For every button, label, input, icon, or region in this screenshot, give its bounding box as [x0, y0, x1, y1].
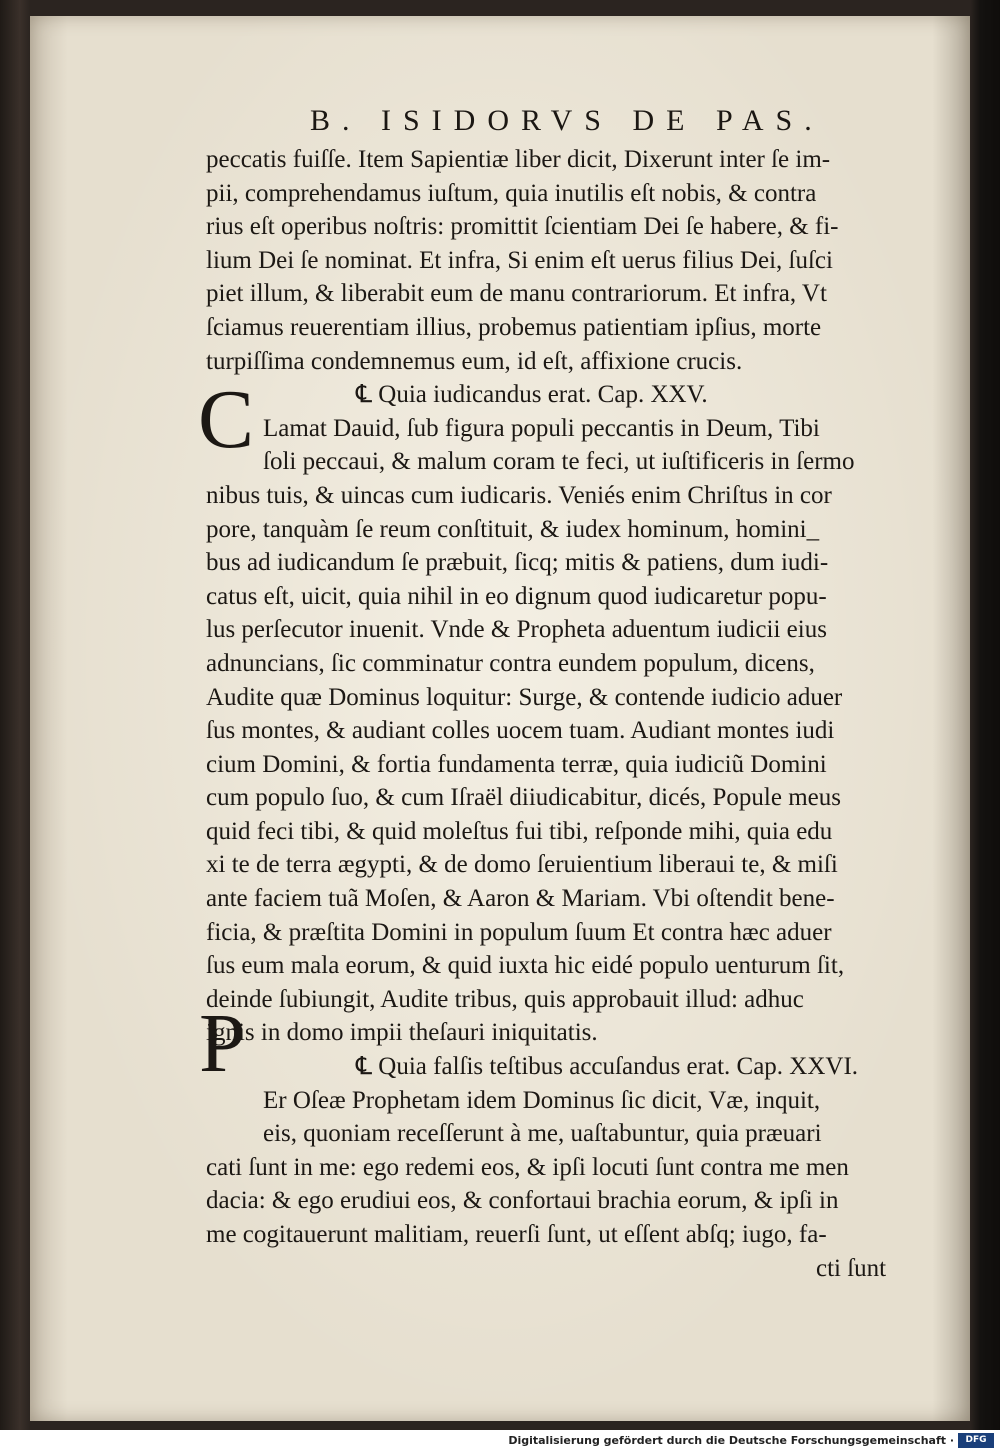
text-line: rius eſt operibus noſtris: promittit ſcientiam Dei ſe habere, & fi-: [206, 213, 839, 241]
text-line: bus ad iudicandum ſe præbuit, ſicq; mitis & patiens, dum iudi-: [206, 549, 829, 577]
text-line: ſus eum mala eorum, & quid iuxta hic eidé populo uenturum ſit,: [206, 952, 845, 980]
text-line: nibus tuis, & uincas cum iudicaris. Veniés enim Chriſtus in cor: [206, 481, 832, 509]
text-line: peccatis fuiſſe. Item Sapientiæ liber dicit, Dixerunt inter ſe im-: [206, 146, 831, 173]
footer-credit-text: Digitalisierung gefördert durch die Deutsche Forschungsgemeinschaft ·: [508, 1434, 954, 1447]
text-line: me cogitauerunt malitiam, reuerſi ſunt, ut eſſent abſq; iugo, fa-: [206, 1221, 827, 1248]
text-line: piet illum, & liberabit eum de manu contrariorum. Et infra, Vt: [206, 280, 827, 308]
text-line: ſoli peccaui, & malum coram te feci, ut iuſtificeris in ſermo: [263, 448, 855, 476]
text-line: cati ſunt in me: ego redemi eos, & ipſi locuti ſunt contra me men: [206, 1153, 849, 1181]
digitization-footer: [0, 1430, 1000, 1452]
text-line: eis, quoniam receſſerunt à me, uaſtabuntur, quia præuari: [263, 1120, 822, 1148]
text-line: ante faciem tuã Moſen, & Aaron & Mariam. Vbi oſtendit bene-: [206, 885, 835, 913]
text-line: ficia, & præſtita Domini in populum ſuum Et contra hæc aduer: [206, 918, 832, 946]
text-line: lus perſecutor inuenit. Vnde & Propheta aduentum iudicii eius: [206, 616, 827, 644]
drop-capital-p: P: [199, 997, 246, 1090]
text-line: lium Dei ſe nominat. Et infra, Si enim eſt uerus filius Dei, ſuſci: [206, 246, 833, 274]
chapter-heading-25: ℄ Quia iudicandus erat. Cap. XXV.: [356, 381, 708, 409]
running-head: B. ISIDORVS DE PAS.: [310, 104, 824, 137]
chapter-heading-26: ℄ Quia falſis teſtibus accuſandus erat. Cap. XXVI.: [356, 1053, 859, 1081]
text-line: Lamat Dauid, ſub figura populi peccantis in Deum, Tibi: [263, 414, 820, 442]
catchword: cti ſunt: [816, 1254, 887, 1282]
page-text: [206, 143, 926, 1285]
text-line: Audite quæ Dominus loquitur: Surge, & contende iudicio aduer: [206, 683, 843, 711]
dfg-logo[interactable]: DFG: [958, 1433, 994, 1448]
text-line: adnuncians, ſic comminatur contra eundem populum, dicens,: [206, 649, 815, 677]
text-line: catus eſt, uicit, quia nihil in eo dignum quod iudicaretur popu-: [206, 582, 827, 610]
text-line: ſus montes, & audiant colles uocem tuam. Audiant montes iudi: [206, 717, 835, 745]
text-line: dacia: & ego erudiui eos, & confortaui brachia eorum, & ipſi in: [206, 1187, 839, 1215]
text-line: ignis in domo impii theſauri iniquitatis.: [206, 1019, 598, 1047]
text-line: cum populo ſuo, & cum Iſraël diiudicabitur, dicés, Popule meus: [206, 784, 841, 812]
text-line: deinde ſubiungit, Audite tribus, quis approbauit illud: adhuc: [206, 985, 804, 1013]
text-line: turpiſſima condemnemus eum, id eſt, affixione crucis.: [206, 347, 743, 375]
text-line: Er Oſeæ Prophetam idem Dominus ſic dicit, Væ, inquit,: [263, 1086, 821, 1114]
text-line: cium Domini, & fortia fundamenta terræ, quia iudiciũ Domini: [206, 750, 827, 778]
text-line: pii, comprehendamus iuſtum, quia inutilis eſt nobis, & contra: [206, 179, 817, 207]
text-line: ſciamus reuerentiam illius, probemus patientiam ipſius, morte: [206, 313, 822, 341]
text-line: xi te de terra ægypti, & de domo ſeruientium liberaui te, & miſi: [206, 851, 838, 879]
drop-capital-c: C: [198, 373, 255, 466]
text-line: pore, tanquàm ſe reum conſtituit, & iudex hominum, homini_: [206, 515, 820, 543]
text-line: quid feci tibi, & quid moleſtus fui tibi, reſponde mihi, quia edu: [206, 817, 833, 845]
